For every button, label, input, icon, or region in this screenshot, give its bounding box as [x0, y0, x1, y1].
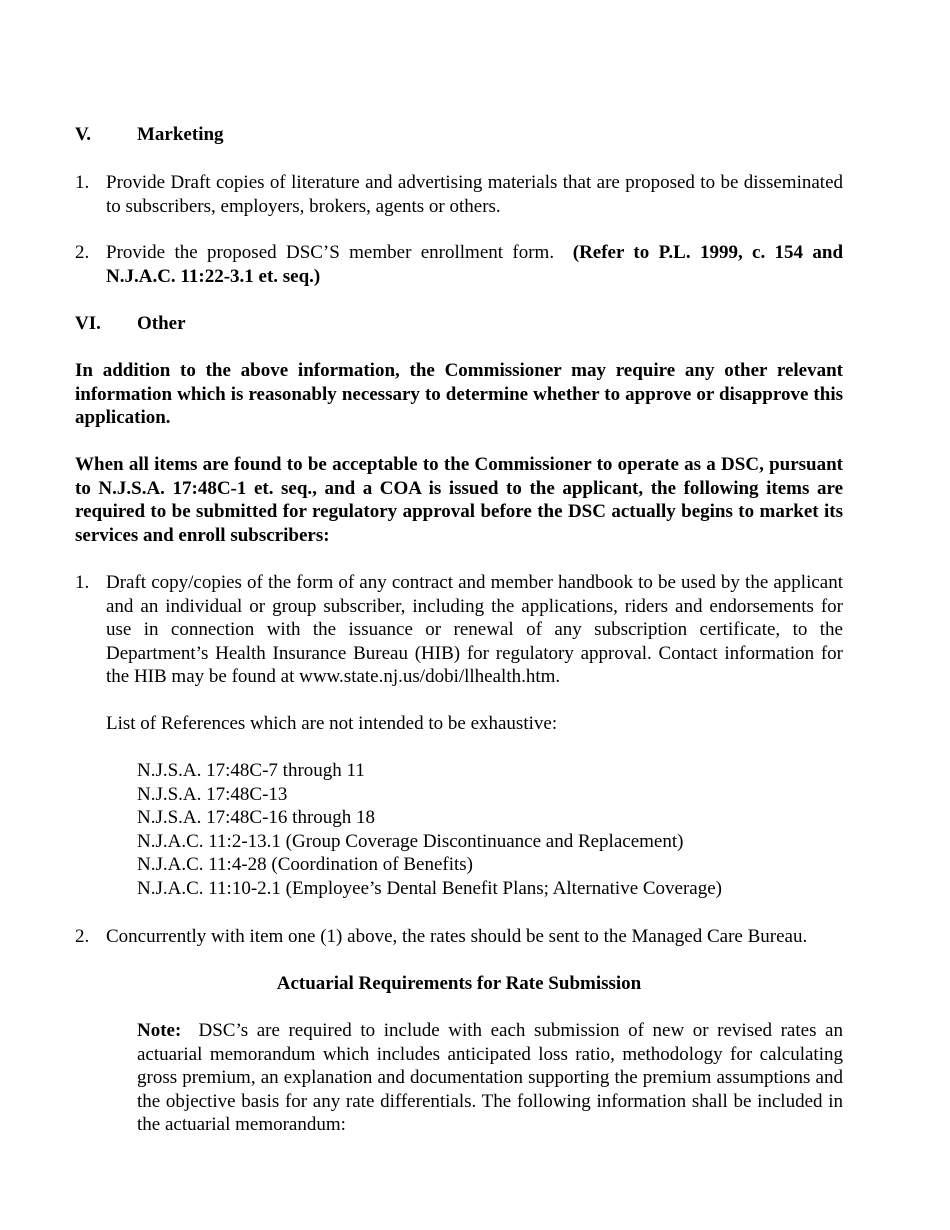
section-vi-number: VI.: [75, 313, 101, 334]
marketing-item-2-number: 2.: [75, 242, 90, 263]
required-item-1: [75, 571, 843, 689]
note-text: DSC’s are required to include with each submission of new or revised rates an actuarial memorandum which includes anticipated loss ratio, methodology for calculating gross premium, an explanation and documentation supporting the premium assumptions and the objective basis for any rate differentials. The following information shall be included in the actuarial memorandum:: [137, 1020, 843, 1135]
marketing-item-1: [75, 171, 843, 218]
note-label: Note:: [137, 1020, 182, 1041]
marketing-item-2-text: Provide the proposed DSC’S member enrollment form.: [106, 242, 555, 263]
section-v-number: V.: [75, 124, 92, 145]
reference-item: N.J.S.A. 17:48C-13: [137, 783, 288, 805]
reference-item: N.J.A.C. 11:10-2.1 (Employee’s Dental Benefit Plans; Alternative Coverage): [137, 877, 723, 899]
section-vi-title: Other: [137, 313, 186, 334]
required-item-1-text: Draft copy/copies of the form of any contract and member handbook to be used by the applicant and an individual or group subscriber, including the applications, riders and endorsements for use in connection with the issuance or renewal of any subscription certificate, to the Department’s Health Insurance Bureau (HIB) for regulatory approval. Contact information for the HIB may be found at www.state.nj.us/dobi/llhealth.htm.: [106, 572, 843, 687]
references-list: [137, 759, 722, 900]
actuarial-note: [137, 1019, 843, 1137]
actuarial-title: Actuarial Requirements for Rate Submission: [276, 973, 642, 994]
section-v-title: Marketing: [137, 124, 224, 145]
reference-item: N.J.A.C. 11:2-13.1 (Group Coverage Discontinuance and Replacement): [137, 830, 684, 852]
reference-item: N.J.S.A. 17:48C-16 through 18: [137, 807, 376, 828]
required-item-2: [75, 925, 843, 949]
marketing-item-2: [75, 241, 843, 288]
required-item-1-number: 1.: [75, 572, 90, 593]
marketing-item-1-number: 1.: [75, 172, 90, 193]
commissioner-paragraph: In addition to the above information, the Commissioner may require any other relevant information which is reasonably necessary to determine whether to approve or disapprove this application.: [75, 360, 843, 428]
reference-item: N.J.S.A. 17:48C-7 through 11: [137, 760, 365, 781]
acceptable-paragraph: When all items are found to be acceptable to the Commissioner to operate as a DSC, pursuant to N.J.S.A. 17:48C-1 et. seq., and a COA is issued to the applicant, the following items are required to be submitted for regulatory approval before the DSC actually begins to market its services and enroll subscribers:: [75, 454, 843, 546]
required-item-2-text: Concurrently with item one (1) above, the rates should be sent to the Managed Care Bureau.: [106, 926, 808, 947]
marketing-item-2-content: [106, 241, 843, 288]
required-item-2-number: 2.: [75, 926, 90, 947]
reference-item: N.J.A.C. 11:4-28 (Coordination of Benefits): [137, 854, 473, 875]
references-intro: List of References which are not intended to be exhaustive:: [106, 713, 558, 734]
marketing-item-1-text: Provide Draft copies of literature and advertising materials that are proposed to be disseminated to subscribers, employers, brokers, agents or others.: [106, 172, 843, 217]
marketing-item-2-reference: (Refer to P.L. 1999, c. 154 and N.J.A.C. 11:22-3.1 et. seq.): [106, 242, 844, 287]
